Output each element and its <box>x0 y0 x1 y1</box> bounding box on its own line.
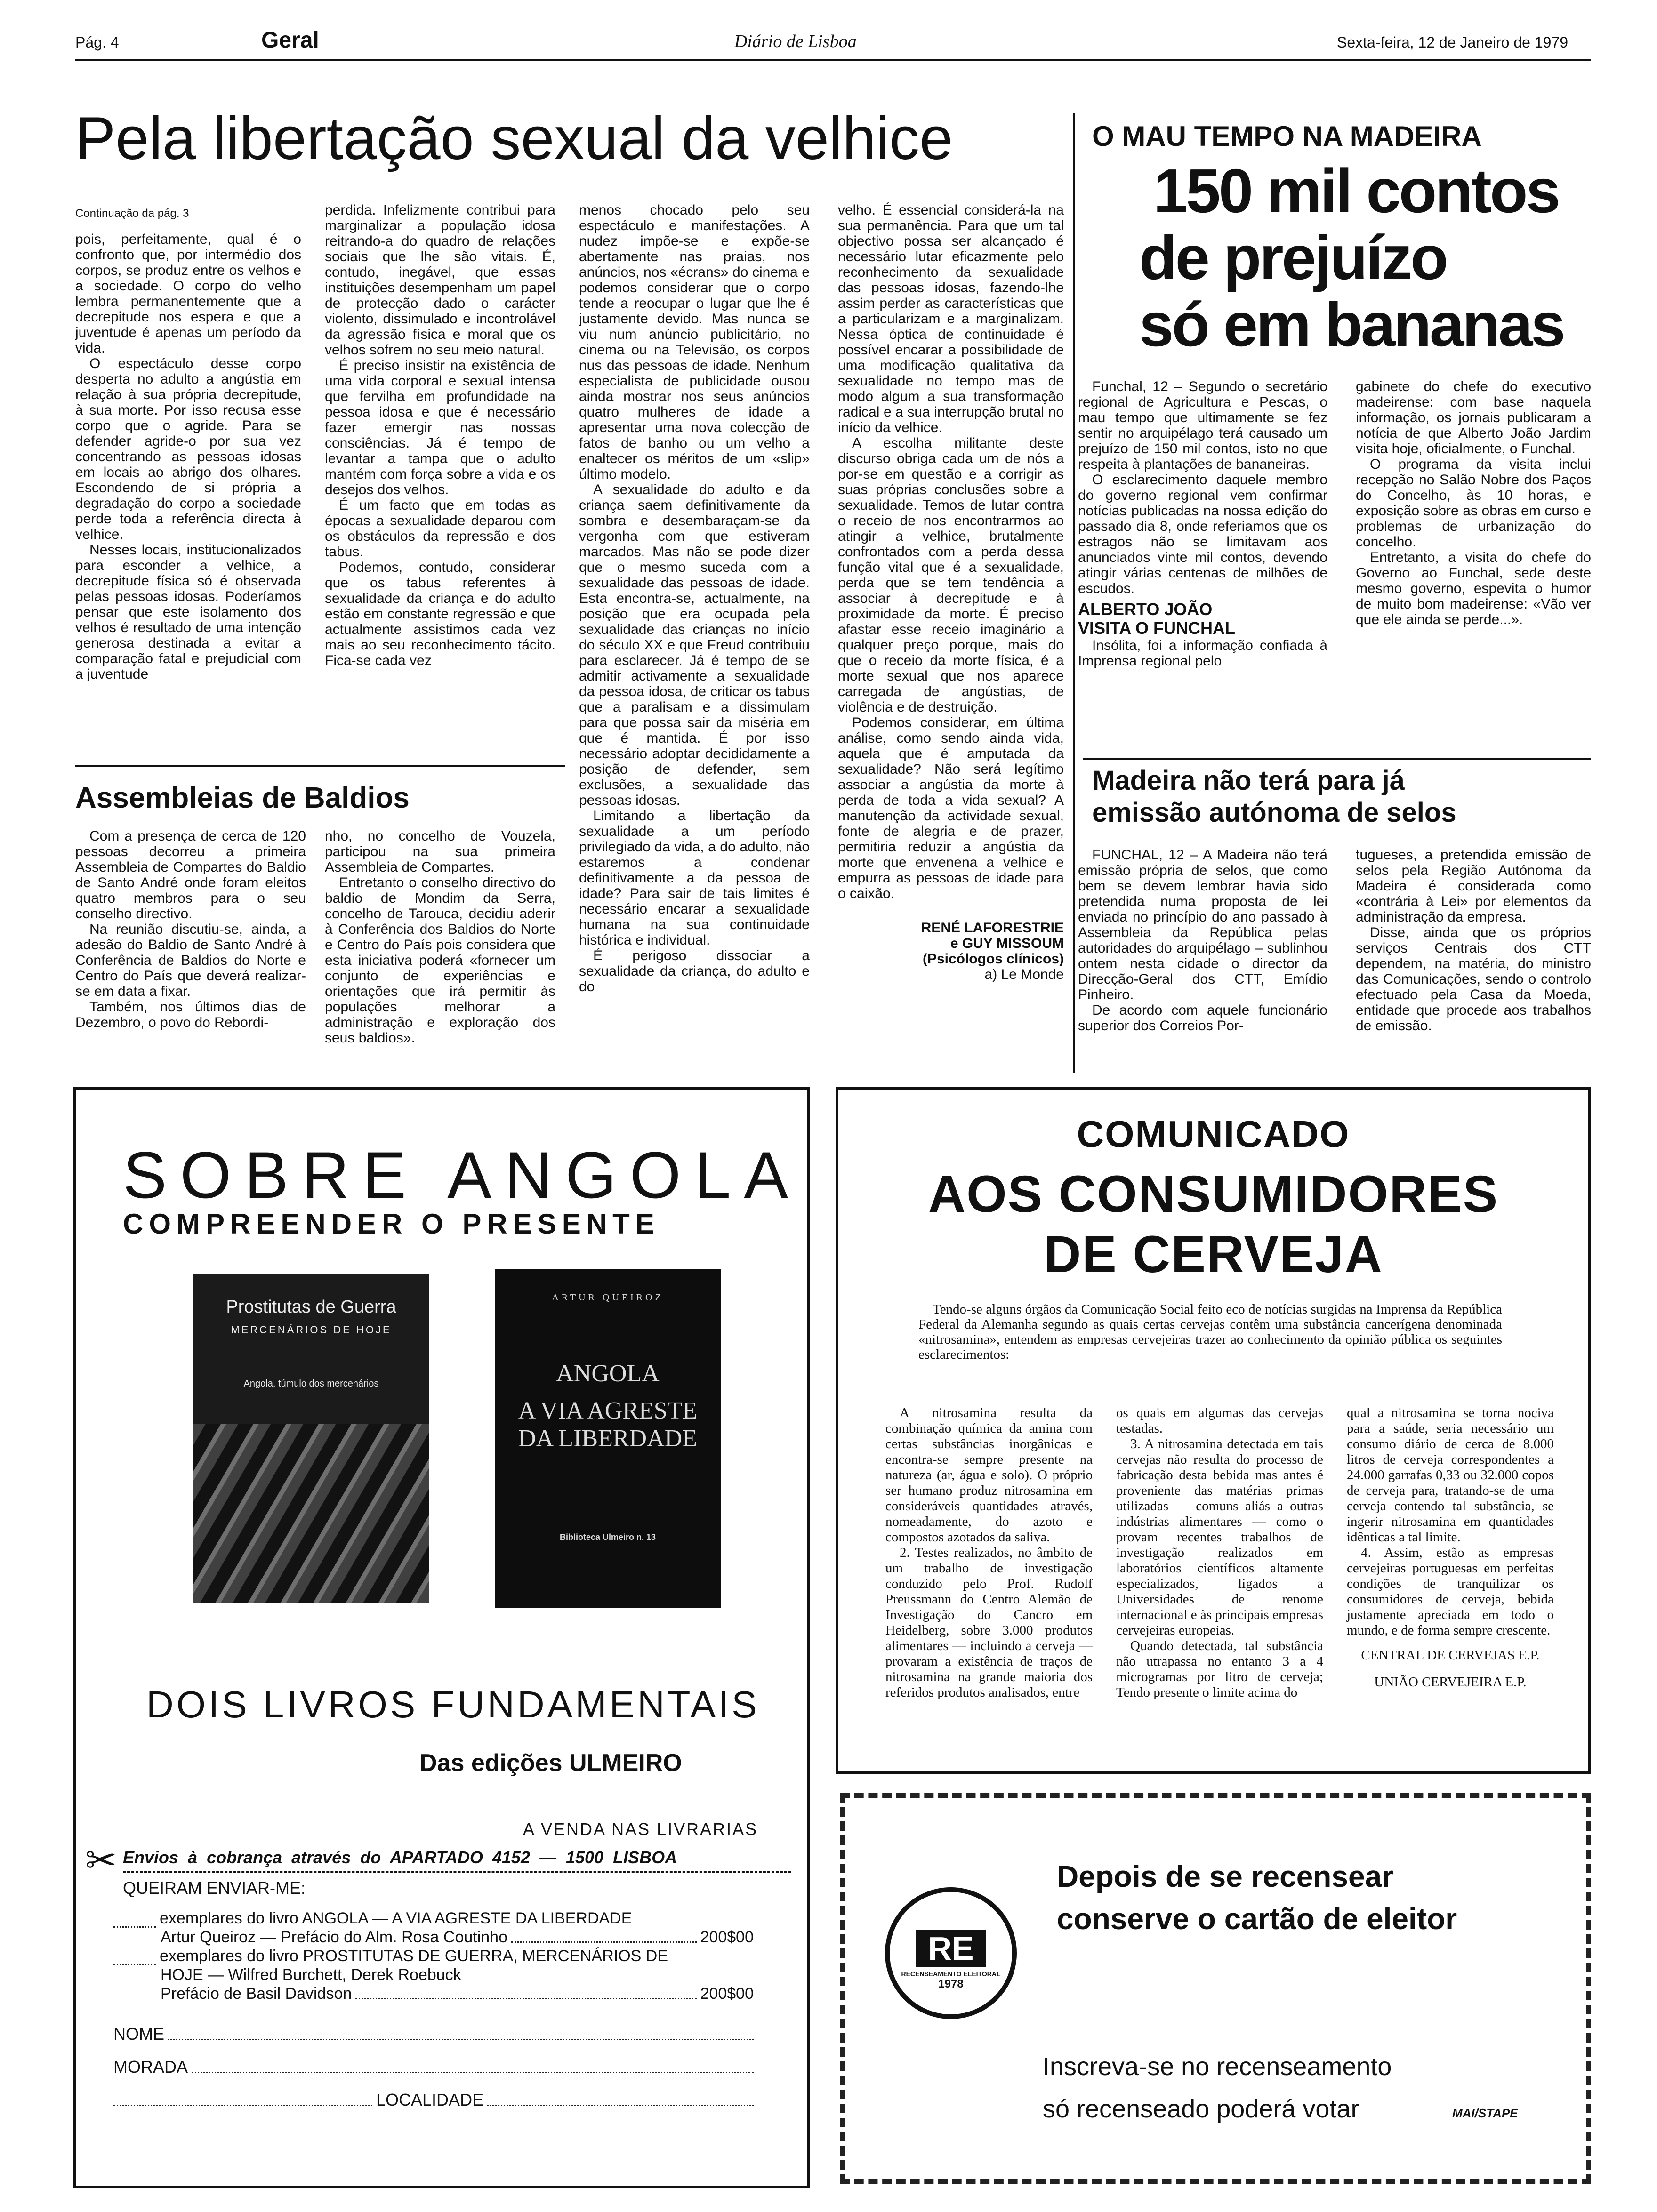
paragraph: A nitrosamina resulta da combinação química da amina com certas substâncias inorgânicas e encontra-se sempre presente na natureza (ar, água e solo). O próprio ser humano produz nitrosamina em consideráveis quantidades através, nomeadamente, do azoto e compostos azotados da saliva. <box>885 1405 1093 1545</box>
angola-ad <box>73 1087 810 2188</box>
ad-credit: MAI/STAPE <box>1452 2106 1518 2120</box>
paragraph: 4. Assim, estão as empresas cervejeiras portuguesas em perfeitas condições de tranquilizar os consumidores de cerveja, bebida justamente apreciada em todo o mundo, e de forma sempre crescente. <box>1347 1545 1554 1638</box>
madeira-subhead <box>1078 600 1327 638</box>
order-line: HOJE — Wilfred Burchett, Derek Roebuck <box>161 1966 461 1984</box>
eleitor-ad <box>840 1793 1591 2184</box>
paragraph: Com a presença de cerca de 120 pessoas decorreu a primeira Assembleia de Compartes do Baldio de Santo André onde foram eleitos quatro membros para o seu conselho directivo. <box>75 828 306 922</box>
paragraph: nho, no concelho de Vouzela, participou na sua primeira Assembleia de Compartes. <box>325 828 555 875</box>
coupon-cut-line <box>123 1871 791 1873</box>
article-title: Pela libertação sexual da velhice <box>75 105 953 172</box>
madeira-column-2 <box>1356 379 1591 627</box>
baldios-column-1 <box>75 828 306 1030</box>
coupon-order: QUEIRAM ENVIAR-ME: <box>123 1878 306 1898</box>
ad-line: Inscreva-se no recenseamento <box>1043 2052 1392 2081</box>
item-price: 200$00 <box>700 1985 754 2003</box>
paragraph: Limitando a libertação da sexualidade a um período privilegiado da vida, a do adulto, não estaremos a condenar definitivamente a da pessoa de idade? Para sair de tais limites é necessário encarar a sexualidade humana na sua continuidade histórica e individual. <box>579 808 810 948</box>
paragraph: qual a nitrosamina se torna nociva para a saúde, seria necessário um consumo diário de cerca de 8.000 litros de cerveja correspondentes a 24.000 garrafas 0,33 ou 32.000 copos de cerveja para, tratando-se de uma cerveja contendo tal substância, se ingerir nitrosamina em quantidades idênticas a tal limite. <box>1347 1405 1554 1545</box>
paragraph: De acordo com aquele funcionário superior dos Correios Por- <box>1078 1002 1327 1034</box>
issue-date: Sexta-feira, 12 de Janeiro de 1979 <box>1337 34 1568 51</box>
velhice-column-4 <box>838 202 1064 982</box>
scissors-icon: ✂ <box>85 1839 117 1881</box>
paragraph: É perigoso dissociar a sexualidade da criança, do adulto e do <box>579 948 810 994</box>
book-subtitle: MERCENÁRIOS DE HOJE <box>231 1324 392 1336</box>
paragraph: É preciso insistir na existência de uma vida corporal e sexual intensa que fervilha em profundidade na pessoa idosa e que é necessário fazer emergir nas nossas consciências. Já é tempo de levantar a tampa que o adulto mantém com força sobre a vida e os desejos dos velhos. <box>325 358 555 497</box>
paragraph: A escolha militante deste discurso obriga cada um de nós a por-se em questão e a corrigir as suas próprias conclusões sobre a sexualidade. Temos de lutar contra o receio de nos encontrarmos ao atingir a velhice, brutalmente confrontados com a perda dessa função vital que é a sexualidade, perda que se tem tendência a associar à decrepitude e à proximidade da morte. É preciso afastar esse receio imaginário a qualquer preço porque, mais do que o receio da morte física, é a morte sexual que nos aparece carregada de angústias, de violência e de destruição. <box>838 435 1064 715</box>
masthead: Diário de Lisboa <box>734 32 857 51</box>
cerveja-column-2 <box>1116 1405 1323 1700</box>
cerveja-ad <box>836 1087 1591 1774</box>
paragraph: 3. A nitrosamina detectada em tais cervejas não resulta do processo de fabricação desta bebida mas antes é proveniente das matérias primas utilizadas — comuns aliás a outras indústrias alimentares — como o provam recentes trabalhos de investigação realizados em laboratórios científicos altamente especializados, ligados a Universidades de renome internacional e às principais empresas cervejeiras europeias. <box>1116 1436 1323 1638</box>
cerveja-column-1 <box>885 1405 1093 1700</box>
title-line: emissão autónoma de selos <box>1092 797 1456 828</box>
paragraph: tugueses, a pretendida emissão de selos pela Região Autónoma da Madeira é considerada como «contrária à Lei» por elementos da administração da empresa. <box>1356 847 1591 925</box>
book-caption: Angola, túmulo dos mercenários <box>243 1378 379 1389</box>
source: a) Le Monde <box>984 967 1064 982</box>
paragraph: Podemos, contudo, considerar que os tabus referentes à sexualidade da criança e do adulto estão em constante regressão e que actualmente assistimos cada vez mais ao seu reconhecimento tácito. Fica-se cada vez <box>325 560 555 668</box>
paragraph: É um facto que em todas as épocas a sexualidade deparou com os obstáculos da repressão e dos tabus. <box>325 497 555 560</box>
paragraph: Funchal, 12 – Segundo o secretário regional de Agricultura e Pescas, o mau tempo que ultimamente se fez sentir no arquipélago terá causado um prejuízo de 150 mil contos, isto no que respeita à plantações de bananeiras. <box>1078 379 1327 472</box>
paragraph: gabinete do chefe do executivo madeirense: com base naquela informação, os jornais publicaram a notícia de que Alberto João Jardim visita hoje, oficialmente, o Funchal. <box>1356 379 1591 457</box>
page-number: Pág. 4 <box>75 34 119 51</box>
book-title: A VIA AGRESTE <box>518 1397 698 1424</box>
velhice-column-2 <box>325 202 555 668</box>
paragraph: A sexualidade do adulto e da criança saem definitivamente da sombra e desembaraçam-se da vergonha com que estiveram marcados. Mas não se pode dizer que o mesmo suceda com a sexualidade das pessoas de idade. Esta encontra-se, actualmente, na posição que era ocupada pela sexualidade das crianças no início do século XX e que Freud contribuiu para esclarecer. Já é tempo de se admitir activamente a sexualidade da pessoa idosa, de criticar os tabus que a paralisam e a dissimulam para que possa sair da miséria em que é mantida. É por isso necessário adoptar decididamente a posição de defender, sem exclusões, a sexualidade das pessoas idosas. <box>579 482 810 808</box>
name-field[interactable] <box>113 2024 754 2044</box>
item-price: 200$00 <box>700 1928 754 1946</box>
quantity-blank[interactable] <box>113 1964 156 1965</box>
coupon-heading: Envios à cobrança através do APARTADO 4152 — 1500 LISBOA <box>123 1848 677 1867</box>
section-rule <box>75 765 565 767</box>
velhice-column-3 <box>579 202 810 994</box>
item-text: Artur Queiroz — Prefácio do Alm. Rosa Coutinho <box>161 1928 507 1946</box>
paragraph: Entretanto o conselho directivo do baldio de Mondim da Serra, concelho de Tarouca, decidiu aderir à Conferência dos Baldios do Norte e Centro do País pois considera que esta iniciativa poderá «fornecer um conjunto de experiências e orientações que irá permitir às populações melhorar a administração e exploração dos seus baldios». <box>325 875 555 1046</box>
item-text: exemplares do livro PROSTITUTAS DE GUERRA, MERCENÁRIOS DE <box>160 1947 668 1965</box>
paragraph: perdida. Infelizmente contribui para marginalizar a população idosa reitrando-a do quadro de relações sociais que lhe são vitais. É, contudo, inegável, que essas instituições desempenham um papel de protecção dado o carácter violento, dissimulado e incontrolável da agressão física e moral que os velhos sofrem no seu meio natural. <box>325 202 555 358</box>
electoral-seal <box>885 1887 1017 2019</box>
signature: CENTRAL DE CERVEJAS E.P. <box>1361 1648 1540 1663</box>
quantity-blank[interactable] <box>113 1926 156 1928</box>
seal-year: 1978 <box>938 1978 964 1990</box>
paragraph: 2. Testes realizados, no âmbito de um trabalho de investigação conduzido pelo Prof. Rudolf Preussmann do Centro Alemão de Investigação do Cancro em Heidelberg, sobre 3.000 produtos alimentares — incluindo a cerveja — provaram a existência de traços de nitrosamina na grande maioria dos referidos produtos analisados, entre <box>885 1545 1093 1700</box>
book-title: Prostitutas de Guerra <box>226 1297 396 1317</box>
velhice-column-1 <box>75 232 301 682</box>
paragraph: Disse, ainda que os próprios serviços Centrais dos CTT dependem, na matéria, do ministro das Comunicações, sendo o controlo efectuado pela Casa da Moeda, entidade que procede aos trabalhos de emissão. <box>1356 925 1591 1034</box>
paragraph: menos chocado pelo seu espectáculo e manifestações. A nudez impõe-se e expõe-se abertamente nas praias, nos anúncios, nos «écrans» do cinema e podemos considerar que o corpo tende a reocupar o lugar que lhe é justamente devido. Mas nunca se viu num anúncio publicitário, no cinema ou na Televisão, os corpos nus das pessoas de idade. Nenhum especialista de publicidade ousou ainda mostrar nos seus anúncios quatro mulheres de idade a apresentar uma nova colecção de fatos de banho ou um velho a enaltecer os méritos de um «slip» último modelo. <box>579 202 810 482</box>
order-line <box>113 1947 754 1965</box>
signature: UNIÃO CERVEJEIRA E.P. <box>1374 1675 1527 1690</box>
ad-line: só recenseado poderá votar <box>1043 2095 1359 2123</box>
paragraph: FUNCHAL, 12 – A Madeira não terá emissão própria de selos, que como bem se devem lembrar havia sido pretendida numa proposta de lei enviada no princípio do ano passado à Assembleia da República pelas autoridades do arquipélago – sublinhou ontem nesta cidade o director da Direcção-Geral dos CTT, Emídio Pinheiro. <box>1078 847 1327 1002</box>
baldios-title: Assembleias de Baldios <box>75 782 410 814</box>
madeira-kicker: O MAU TEMPO NA MADEIRA <box>1092 120 1482 152</box>
book-title: ANGOLA <box>556 1360 660 1387</box>
order-line <box>113 1984 754 2003</box>
madeira-headline <box>1139 158 1564 358</box>
continuation-note: Continuação da pág. 3 <box>75 207 189 220</box>
header-rule <box>75 59 1591 61</box>
ad-line: Depois de se recensear <box>1057 1859 1394 1893</box>
title-line: COMUNICADO <box>1077 1113 1350 1155</box>
book-cover-angola <box>495 1269 721 1608</box>
paragraph: Quando detectada, tal substância não utrapassa no entanto 3 a 4 microgramas por litro de cerveja; Tendo presente o limite acima do <box>1116 1638 1323 1700</box>
selos-column-2 <box>1356 847 1591 1034</box>
paragraph: os quais em algumas das cervejas testadas. <box>1116 1405 1323 1436</box>
selos-title <box>1092 765 1456 829</box>
ad-sale: A VENDA NAS LIVRARIAS <box>523 1819 758 1839</box>
headline-line: 150 mil contos <box>1153 156 1559 225</box>
item-text: Prefácio de Basil Davidson <box>161 1985 352 2003</box>
paragraph: Podemos considerar, em última análise, como sendo ainda vida, aquela que é amputada da sexualidade? Não será legítimo associar a angústia da morte à perda de toda a vida sexual? A manutenção da actividade sexual, fonte de alegria e de prazer, permitiria reduzir a angústia da morte que envenena a velhice e empurra as pessoas de idade para o caixão. <box>838 715 1064 901</box>
madeira-column-1 <box>1078 379 1327 669</box>
cerveja-intro: Tendo-se alguns órgãos da Comunicação Social feito eco de notícias surgidas na Imprensa da República Federal da Alemanha segundo as quais certas cervejas contêm uma substância cancerígena denominada «nitrosamina», entendem as empresas cervejeiras trazer ao conhecimento da opinião pública os seguintes esclarecimentos: <box>918 1302 1502 1362</box>
locality-field[interactable] <box>113 2090 754 2110</box>
book-series: Biblioteca Ulmeiro n. 13 <box>559 1532 656 1542</box>
field-label: LOCALIDADE <box>376 2090 484 2109</box>
order-line <box>113 1928 754 1947</box>
ad-publisher: Das edições ULMEIRO <box>419 1749 682 1777</box>
paragraph: O esclarecimento daquele membro do governo regional vem confirmar notícias publicadas na nossa edição do passado dia 8, onde referiamos que os estragos não se limitavam aos anunciados vinte mil contos, devendo atingir várias centenas de milhões de escudos. <box>1078 472 1327 596</box>
title-line: Madeira não terá para já <box>1092 765 1405 796</box>
subhead-line: VISITA O FUNCHAL <box>1078 618 1235 638</box>
paragraph: Na reunião discutiu-se, ainda, a adesão do Baldio de Santo André à Conferência de Baldios do Norte e Centro do País que deverá realizar-se em data a fixar. <box>75 922 306 999</box>
book-title: DA LIBERDADE <box>518 1425 697 1452</box>
author: RENÉ LAFORESTRIE <box>921 920 1064 936</box>
address-field[interactable] <box>113 2057 754 2077</box>
field-label: MORADA <box>113 2057 188 2076</box>
order-line <box>113 1909 754 1928</box>
order-item-1 <box>113 1909 754 1947</box>
title-line: DE CERVEJA <box>1044 1226 1383 1283</box>
paragraph: pois, perfeitamente, qual é o confronto que, por intermédio dos corpos, se produz entre os velhos e a sociedade. O corpo do velho lembra permanentemente que a decrepitude nos espera e que a juventude é apenas um período da vida. <box>75 232 301 356</box>
paragraph: O espectáculo desse corpo desperta no adulto a angústia em relação à sua própria decrepitude, à sua morte. Por isso recusa esse corpo que o agride. Para se defender agride-o por sua vez concentrando as pessoas idosas em locais ao abrigo dos olhares. Escondendo de si própria a degradação do corpo a sociedade perde toda a referência directa à velhice. <box>75 356 301 542</box>
ad-title: SOBRE ANGOLA <box>123 1138 801 1212</box>
book-cover-prostitutas <box>193 1274 429 1603</box>
item-text: exemplares do livro ANGOLA — A VIA AGRESTE DA LIBERDADE <box>160 1909 632 1927</box>
field-label: NOME <box>113 2024 164 2044</box>
seal-text: RECENSEAMENTO ELEITORAL <box>901 1970 1001 1978</box>
ad-line: conserve o cartão de eleitor <box>1057 1902 1457 1936</box>
paragraph: Também, nos últimos dias de Dezembro, o povo do Rebordi- <box>75 999 306 1030</box>
paragraph: Nesses locais, institucionalizados para esconder a velhice, a decrepitude física só é observada pelas pessoas idosas. Poderíamos pensar que este isolamento dos velhos é resultado de uma intenção generosa destinada a evitar a comparação fatal e prejudicial com a juventude <box>75 542 301 682</box>
book-author: ARTUR QUEIROZ <box>552 1292 664 1303</box>
subhead-line: ALBERTO JOÃO <box>1078 600 1213 619</box>
paragraph: Insólita, foi a informação confiada à Imprensa regional pelo <box>1078 638 1327 669</box>
article-byline <box>838 920 1064 982</box>
headline-line: só em bananas <box>1139 290 1564 359</box>
title-line: AOS CONSUMIDORES <box>928 1165 1499 1223</box>
paragraph: O programa da visita inclui recepção no Salão Nobre dos Paços do Concelho, às 10 horas, e exposição sobre as obras em curso e problemas de urbanização do concelho. <box>1356 457 1591 550</box>
order-item-2 <box>113 1947 754 2003</box>
headline-line: de prejuízo <box>1139 223 1447 292</box>
author-role: (Psicólogos clínicos) <box>922 951 1064 967</box>
seal-center-icon: RE <box>916 1930 986 1967</box>
baldios-column-2 <box>325 828 555 1046</box>
author: e GUY MISSOUM <box>950 936 1064 951</box>
selos-column-1 <box>1078 847 1327 1034</box>
ad-tagline: DOIS LIVROS FUNDAMENTAIS <box>146 1683 760 1725</box>
section-label: Geral <box>261 28 319 53</box>
paragraph: velho. É essencial considerá-la na sua permanência. Para que um tal objectivo possa ser alcançado é necessário lutar eficazmente pelo reconhecimento da sexualidade das pessoas idosas, fazendo-lhe assim perder as características que a particularizam e a marginalizam. Nessa óptica de continuidade é possível encarar a possibilidade de uma modificação qualitativa da sexualidade no tempo mas de modo algum a sua transformação radical e a sua interrupção brutal no início da velhice. <box>838 202 1064 435</box>
cerveja-column-3 <box>1347 1405 1554 1690</box>
book-photo <box>193 1424 429 1603</box>
cerveja-title <box>838 1104 1588 1285</box>
section-rule <box>1083 758 1591 760</box>
column-divider <box>1073 113 1075 1073</box>
ad-subtitle: COMPREENDER O PRESENTE <box>123 1208 660 1240</box>
paragraph: Entretanto, a visita do chefe do Governo ao Funchal, sede deste mesmo governo, espevita o humor de muito bom madeirense: «Vão ver que ele ainda se perde...». <box>1356 550 1591 627</box>
